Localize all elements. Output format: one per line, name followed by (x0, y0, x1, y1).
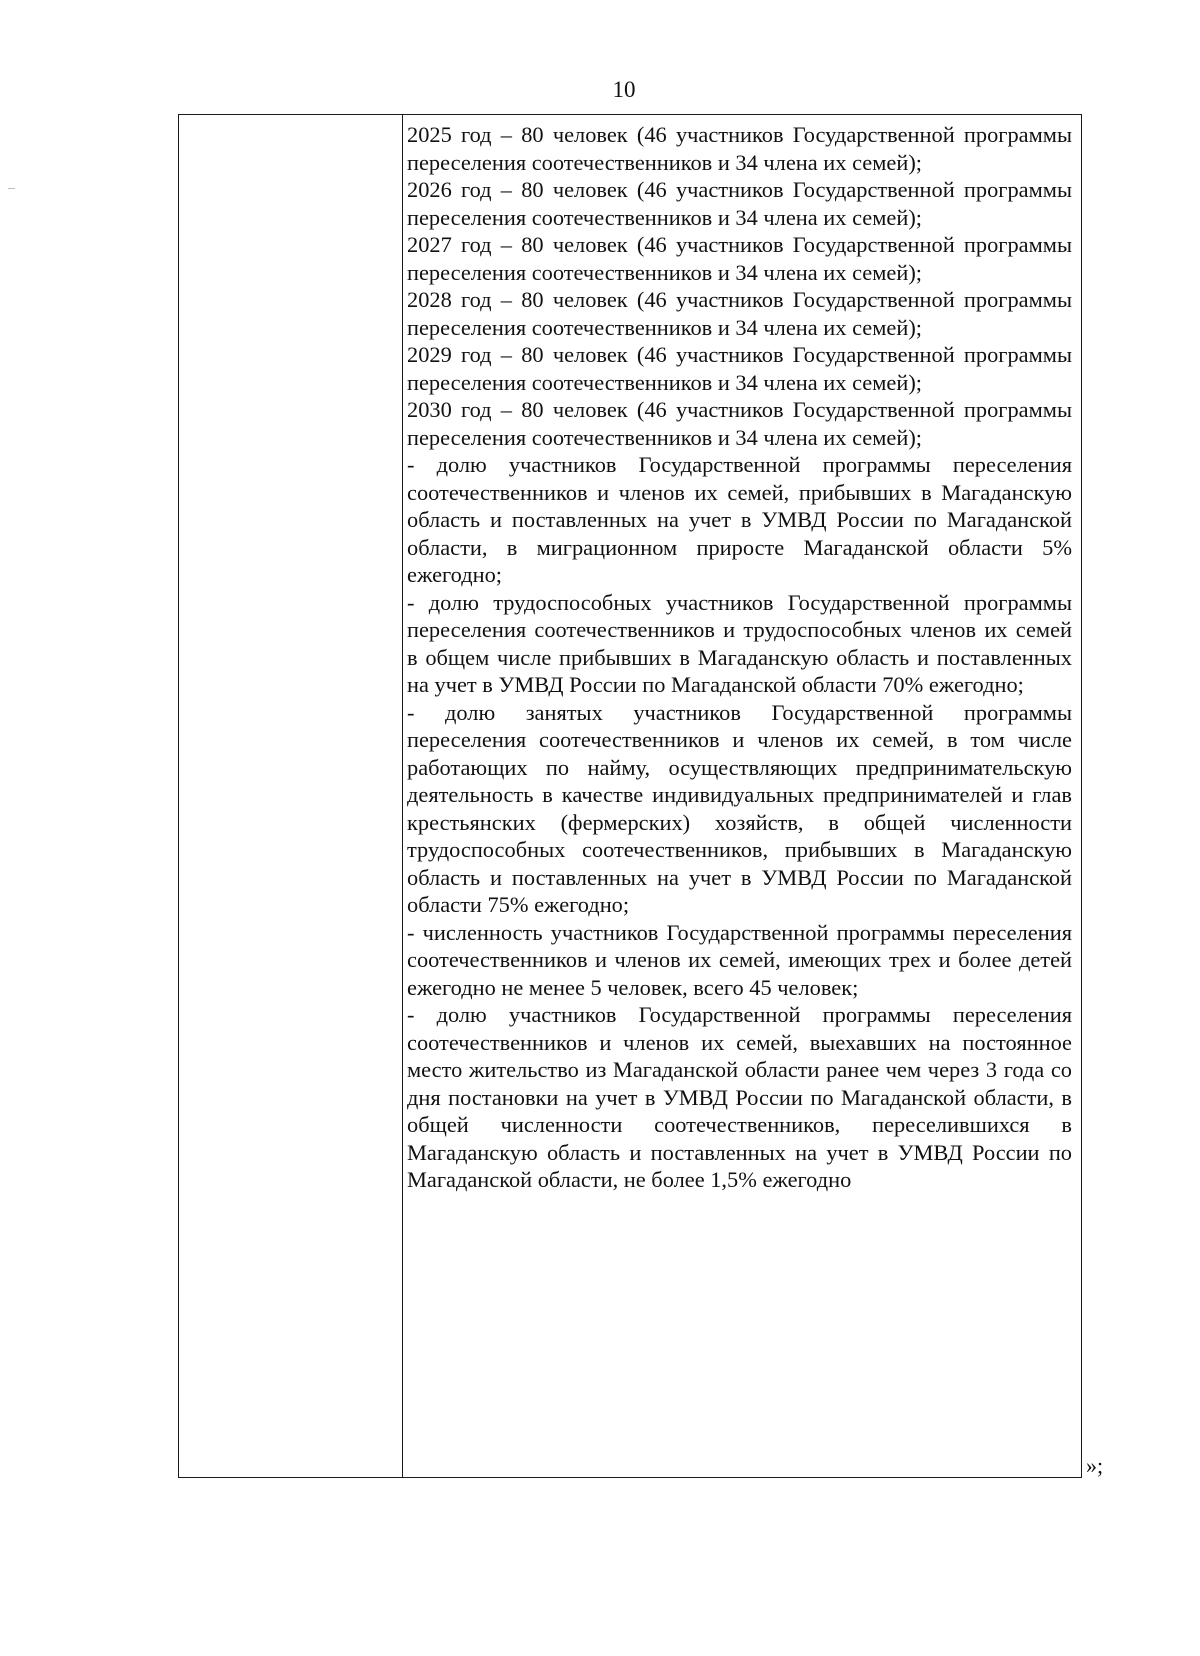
paragraph-2025: 2025 год – 80 человек (46 участников Государственной программы переселения соотечественников и 34 члена их семей); (407, 122, 1072, 175)
paragraph-large-families: - численность участников Государственной программы переселения соотечественников и членов их семей, имеющих трех и более детей ежегодно не менее 5 человек, всего 45 человек; (407, 919, 1072, 1000)
paragraph-2029: 2029 год – 80 человек (46 участников Государственной программы переселения соотечественников и 34 члена их семей); (407, 342, 1072, 395)
closing-quote-mark: »; (1086, 1453, 1104, 1478)
paragraph-employed-share: - долю занятых участников Государственной программы переселения соотечественников и членов их семей, в том числе работающих по найму, осуществляющих предпринимательскую деятельность в качестве индивидуальных предпринимателей и глав крестьянских (фермерских) хозяйств, в общей численности трудоспособных соотечественников, прибывших в Магаданскую область и поставленных на учет в УМВД России по Магаданской области 75% ежегодно; (407, 699, 1072, 917)
paragraph-departed-share: - долю участников Государственной программы переселения соотечественников и членов их семей, выехавших на постоянное место жительство из Магаданской области ранее чем через 3 года со дня постановки на учет в УМВД России по Магаданской области, в общей численности соотечественников, переселившихся в Магаданскую область и поставленных на учет в УМВД России по Магаданской области, не более 1,5% ежегодно (407, 1002, 1072, 1192)
paragraph-2030: 2030 год – 80 человек (46 участников Государственной программы переселения соотечественников и 34 члена их семей); (407, 397, 1072, 450)
table-right-cell (403, 115, 1081, 1477)
paragraph-able-bodied-share: - долю трудоспособных участников Государственной программы переселения соотечественников и трудоспособных членов их семей в общем числе прибывших в Магаданскую область и поставленных на учет в УМВД России по Магаданской области 70% ежегодно; (407, 589, 1072, 697)
table-left-cell (179, 115, 403, 1477)
paragraph-migration-share: - долю участников Государственной программы переселения соотечественников и членов их семей, прибывших в Магаданскую область и поставленных на учет в УМВД России по Магаданской области, в миграционном приросте Магаданской области 5% ежегодно; (407, 452, 1072, 587)
paragraph-2027: 2027 год – 80 человек (46 участников Государственной программы переселения соотечественников и 34 члена их семей); (407, 232, 1072, 285)
margin-mark (8, 188, 15, 189)
paragraph-2026: 2026 год – 80 человек (46 участников Государственной программы переселения соотечественников и 34 члена их семей); (407, 177, 1072, 230)
document-table (178, 114, 1082, 1478)
paragraph-2028: 2028 год – 80 человек (46 участников Государственной программы переселения соотечественников и 34 члена их семей); (407, 287, 1072, 340)
page-number: 10 (612, 77, 636, 102)
